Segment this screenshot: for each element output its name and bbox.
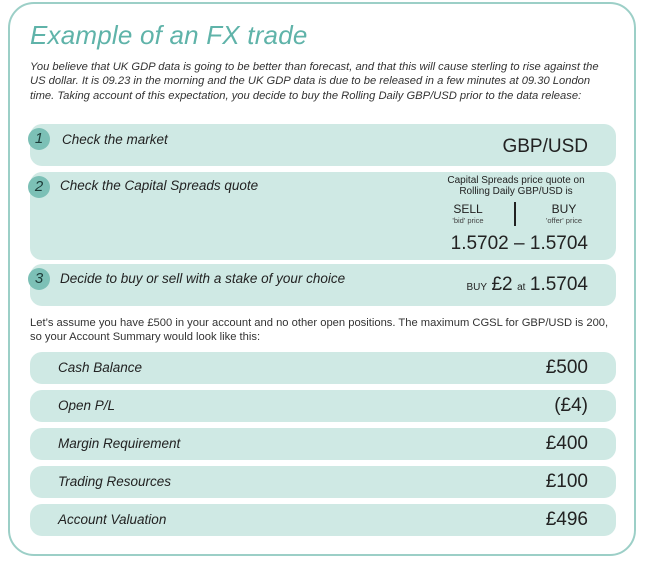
trade-stake [466,274,588,296]
sell-label: SELL [453,202,483,216]
stake-amount: £2 [491,274,513,295]
buy-sub-label: 'offer' price [545,216,583,225]
summary-value: (£4) [554,395,588,416]
at-word: at [517,282,526,293]
buy-word: BUY [466,282,488,293]
summary-value: £100 [545,471,588,492]
quote-heading: Capital Spreads price quote on Rolling Daily GBP/USD is [447,175,585,197]
quote-price: 1.5702 – 1.5704 [450,233,588,254]
summary-label: Open P/L [58,398,116,413]
quote-divider [514,202,516,226]
step-1-number: 1 [28,128,50,150]
summary-label: Trading Resources [58,474,172,489]
intro-paragraph: You believe that UK GDP data is going to be better than forecast, and that this will cause sterling to rise against the US dollar. It is 09.23 in the morning and the UK GDP data is due to be released in a few minutes at 09.30 London time. Taking account of this expectation, you decide to buy the Rolling Daily GBP/USD prior to the data release: [30,61,599,102]
step-1-band [30,124,616,166]
summary-row [30,352,616,384]
trade-price: 1.5704 [529,274,588,295]
step-2-label: Check the Capital Spreads quote [60,178,259,193]
summary-label: Cash Balance [58,360,143,375]
assumption-paragraph: Let’s assume you have £500 in your account and no other open positions. The maximum CGSL for GBP/USD is 200, so your Account Summary would look like this: [30,317,609,344]
summary-row [30,504,616,536]
summary-value: £500 [545,357,588,378]
step-3-band [30,264,616,306]
step-2-band [30,172,616,260]
step-1-label: Check the market [62,132,168,147]
step-3-label: Decide to buy or sell with a stake of your choice [60,271,346,286]
summary-row [30,428,616,460]
summary-row [30,390,616,422]
summary-value: £496 [545,509,588,530]
step-3-number: 3 [28,268,50,290]
summary-label: Account Valuation [58,512,167,527]
summary-row [30,466,616,498]
summary-label: Margin Requirement [58,436,181,451]
step-2-number: 2 [28,176,50,198]
market-pair: GBP/USD [502,136,588,157]
sell-sub-label: 'bid' price [452,216,484,225]
summary-value: £400 [545,433,588,454]
page-title: Example of an FX trade [30,20,308,50]
buy-label: BUY [551,202,577,216]
